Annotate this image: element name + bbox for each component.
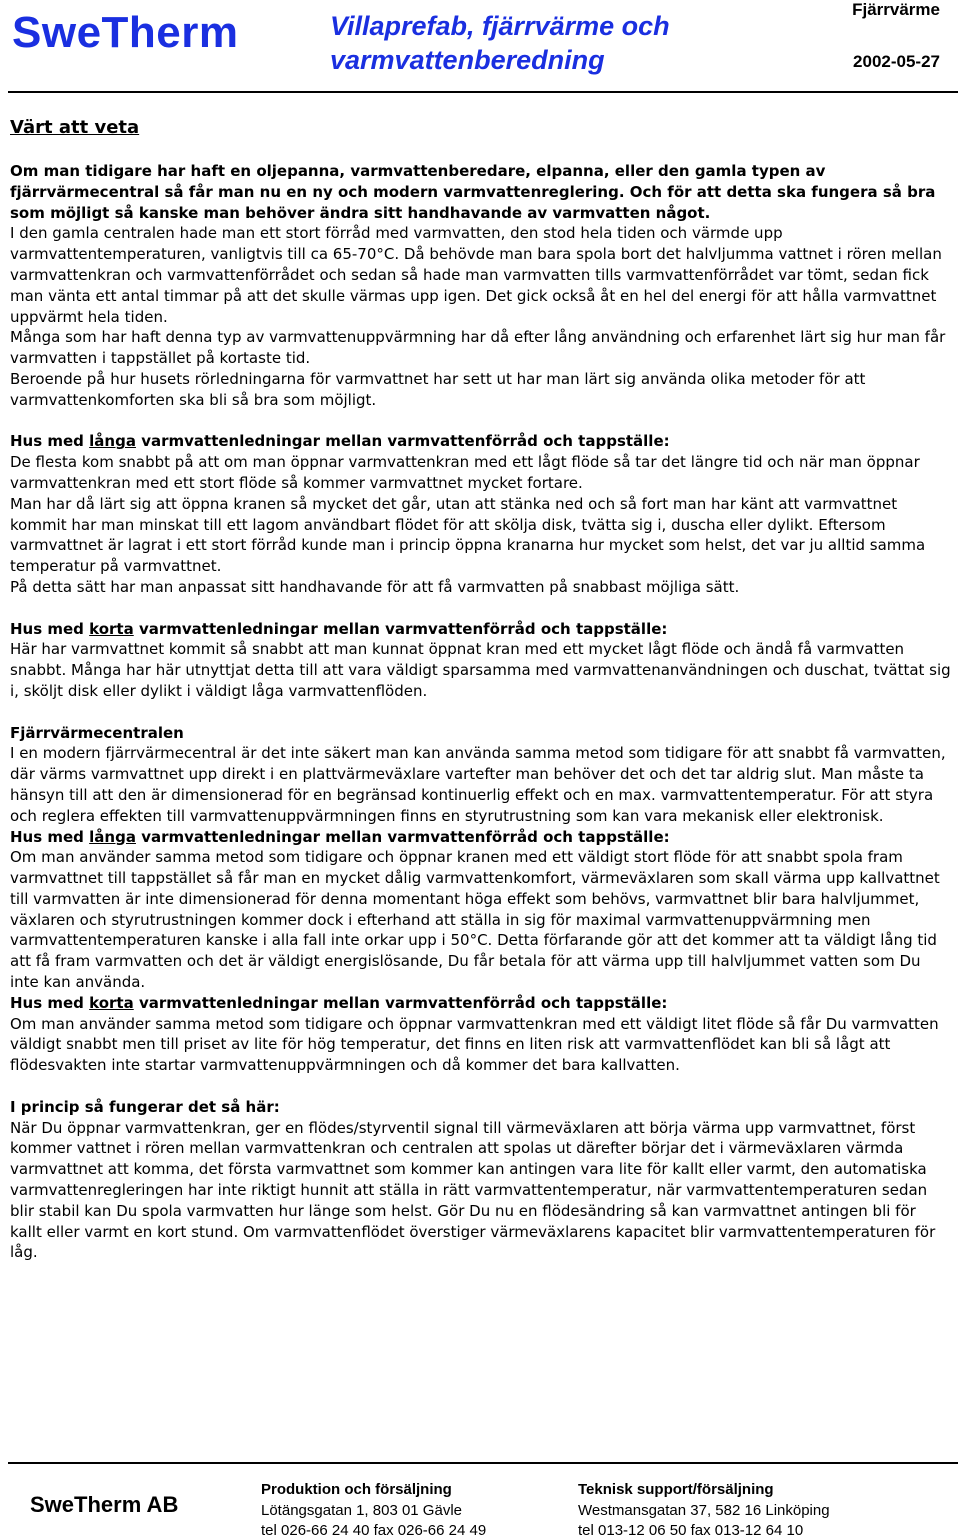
header-date: 2002-05-27	[853, 52, 940, 71]
footer-company-name: SweTherm AB	[30, 1492, 179, 1517]
footer-production-phone: tel 026-66 24 40 fax 026-66 24 49	[261, 1522, 487, 1537]
heading-prefix: Hus med	[10, 619, 90, 638]
footer-support-heading: Teknisk support/försäljning	[578, 1481, 774, 1498]
footer-production-heading: Produktion och försäljning	[261, 1481, 452, 1498]
section-1-paragraph-2: Man har då lärt sig att öppna kranen så mycket det går, utan att stänka ned och så fort man har känt att varmvattnet kommit har man minskat till ett lagom användbart flödet för att skölja disk, tvätta sig i, duscha eller dylikt. Eftersom varmvattnet är lagrat i ett stort förråd kunde man i princip öppna kranarna hur mycket som helst, det var ju alltid samma temperatur på varmvattnet.	[10, 494, 926, 576]
page-header	[0, 0, 960, 96]
header-divider	[8, 91, 958, 93]
heading-prefix: Hus med	[10, 827, 90, 846]
heading-prefix: Hus med	[10, 993, 90, 1012]
footer-production-address: Lötängsgatan 1, 803 01 Gävle	[261, 1501, 462, 1519]
spacer	[10, 411, 952, 432]
heading-prefix: Hus med	[10, 432, 90, 451]
spacer	[10, 702, 952, 723]
section-1-paragraph-3: På detta sätt har man anpassat sitt handhavande för att få varmvatten på snabbast möjliga sätt.	[10, 577, 740, 596]
company-logo: SweTherm	[12, 8, 239, 57]
intro-paragraph-1: I den gamla centralen hade man ett stort förråd med varmvatten, den stod hela tiden och värmde upp varmvattentemperaturen, vanligtvis till ca 65-70°C. Då behövde man bara spola bort det halvljumma vattnet i rören mellan varmvattenkran och varmvattenförrådet och sedan så hade man varmvatten tills varmvattenförrådet var tömt, sedan fick man vänta ett antal timmar på att det skulle värmas upp igen. Det gick också åt en hel del energi för att hålla varmvattnet uppvärmt hela tiden.	[10, 224, 942, 326]
spacer	[10, 1076, 952, 1097]
footer-support-phone: tel 013-12 06 50 fax 013-12 64 10	[578, 1522, 804, 1537]
section-3-paragraph-1: I en modern fjärrvärmecentral är det inte säkert man kan använda samma metod som tidigare för att snabbt få varmvatten, där värms varmvattnet upp direkt i en plattvärmeväxlare vartefter man behöver det och det tar aldrig slut. Man måste ta hänsyn till att den är dimensionerad för en begränsad kontinuerlig effekt och en max. varmvattentemperatur. För att styra och reglera effekten till varmvattenuppvärmningen finns en styrutrustning som kan vara mekanisk eller elektronisk.	[10, 744, 946, 825]
section-heading-long-2	[10, 827, 952, 848]
heading-suffix: varmvattenledningar mellan varmvattenförråd och tappställe:	[135, 827, 670, 846]
footer-production-contact	[261, 1480, 486, 1537]
heading-suffix: varmvattenledningar mellan varmvattenförråd och tappställe:	[133, 993, 668, 1012]
intro-paragraph-2: Många som har haft denna typ av varmvattenuppvärmning har då efter lång användning och erfarenhet lärt sig hur man får varmvatten i tappstället på kortaste tid.	[10, 328, 946, 368]
section-2-paragraph-1: Här har varmvattnet kommit så snabbt att man kunnat öppnat kran med ett mycket lågt flöde och ändå få varmvatten snabbt. Många har här utnyttjat detta till att vara väldigt sparsamma med varmvattenanvändningen och duschat, tvättat sig i, sköljt disk eller dylikt i väldigt låga varmvattenflöden.	[10, 640, 951, 700]
footer-divider	[8, 1462, 958, 1464]
section-heading-central: Fjärrvärmecentralen	[10, 723, 184, 742]
intro-paragraph-3: Beroende på hur husets rörledningarna för varmvattnet har sett ut har man lärt sig använda olika metoder för att varmvattenkomforten ska bli så bra som möjligt.	[10, 369, 866, 409]
page-footer	[0, 1462, 960, 1537]
footer-support-contact	[578, 1480, 830, 1537]
intro-bold-paragraph: Om man tidigare har haft en oljepanna, varmvattenberedare, elpanna, eller den gamla typen av fjärrvärmecentral så får man nu en ny och modern varmvattenreglering. Och för att detta ska fungera så bra som möjligt så kanske man behöver ändra sitt handhavande av varmvatten något.	[10, 162, 936, 222]
section-heading-principle: I princip så fungerar det så här:	[10, 1097, 280, 1116]
heading-underlined-word: långa	[89, 827, 136, 846]
section-heading-long-1	[10, 431, 952, 452]
section-6-paragraph-1: När Du öppnar varmvattenkran, ger en flödes/styrventil signal till värmeväxlaren att börja värma upp varmvattnet, först kommer vattnet i rören mellan varmvattenkran och centralen att spolas ut därefter börjar det i värmeväxlaren värmda varmvattnet att komma, det första varmvattnet som kommer kan antingen vara lite för kallt eller varmt, den automatiska varmvattenregleringen har inte riktigt hunnit att ställa in rätt varmvattentemperatur, när varmvattentemperaturen sedan blir stabil kan Du spola varmvatten hur länge som helst. Gör Du nu en flödesändring så kan varmvattnet antingen bli för kallt eller varmt en kort stund. Om varmvattenflödet överstiger värmeväxlarens kapacitet blir varmvattentemperaturen för låg.	[10, 1118, 936, 1262]
heading-suffix: varmvattenledningar mellan varmvattenförråd och tappställe:	[133, 619, 668, 638]
document-title: Värt att veta	[10, 117, 140, 138]
heading-suffix: varmvattenledningar mellan varmvattenförråd och tappställe:	[135, 432, 670, 451]
document-body	[10, 116, 952, 1263]
footer-support-address: Westmansgatan 37, 582 16 Linköping	[578, 1501, 830, 1519]
section-4-paragraph-1: Om man använder samma metod som tidigare och öppnar kranen med ett väldigt stort flöde för att snabbt spola fram varmvattnet till tappstället så får man en mycket dålig varmvattenkomfort, värmeväxlaren som skall värma upp kallvattnet till varmvatten är inte dimensionerad för denna momentant höga effekt som behövs, varmvattnet blir bara halvljummet, växlaren och styrutrustningen kommer dock i efterhand att ställa in sig för maximal varmvattenuppvärmning men varmvattentemperaturen kanske i alla fall inte orkar upp i 50°C. Detta förfarande gör att det kommer att ta väldigt lång tid att få fram varmvatten och det är väldigt energislösande, Du får betala för att värma upp till halvljummet vatten som Du inte kan använda.	[10, 848, 940, 992]
heading-underlined-word: korta	[89, 619, 134, 638]
header-category: Fjärrvärme	[852, 0, 940, 19]
header-subtitle: Villaprefab, fjärrvärme och varmvattenberedning	[330, 11, 670, 75]
section-1-paragraph-1: De flesta kom snabbt på att om man öppnar varmvattenkran med ett lågt flöde så tar det längre tid och när man öppnar varmvattenkran med ett stort flöde så kommer varmvattnet mycket fortare.	[10, 453, 920, 492]
section-heading-short-2	[10, 993, 952, 1014]
spacer	[10, 598, 952, 619]
section-heading-short-1	[10, 619, 952, 640]
section-5-paragraph-1: Om man använder samma metod som tidigare och öppnar varmvattenkran med ett väldigt litet flöde så får Du varmvatten väldigt snabbt men till priset av lite för hög temperatur, det finns en liten risk att varmvattenflödet kan bli så lågt att flödesvakten inte startar varmvattenuppvärmningen och då kommer det bara kallvatten.	[10, 1014, 939, 1075]
heading-underlined-word: korta	[89, 993, 134, 1012]
heading-underlined-word: långa	[89, 432, 136, 451]
